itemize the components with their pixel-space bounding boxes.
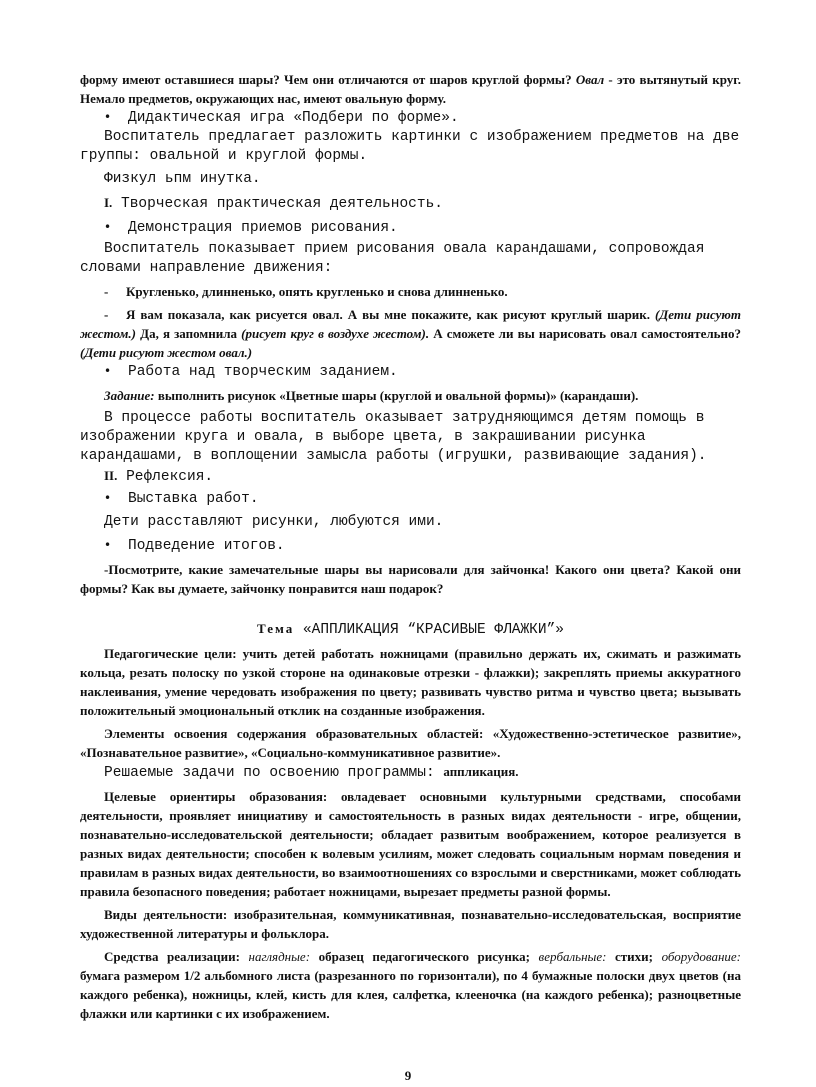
text-fragment: стихи; <box>606 949 662 964</box>
dash-item-1 <box>80 282 741 301</box>
text-fragment: Овал <box>575 72 605 87</box>
lesson-title <box>80 619 741 640</box>
text-fragment: выполнить рисунок «Цветные шары (круглой и овальной формы)» (карандаши). <box>154 388 639 403</box>
text-fragment: (рисует круг в воздухе жестом). <box>241 326 430 341</box>
paragraph-program-tasks <box>80 762 741 783</box>
text-fragment: Задание: <box>104 388 155 403</box>
text-fragment: (Дети рисуют жестом овал.) <box>80 345 253 360</box>
text-fragment: оборудование: <box>661 949 741 964</box>
text-fragment: Тема <box>257 621 295 636</box>
paragraph-oval-intro <box>80 70 741 108</box>
paragraph-children-arrange: Дети расставляют рисунки, любуются ими. <box>104 514 444 530</box>
paragraph-during-work: В процессе работы воспитатель оказывает затрудняющимся детям помощь в изображении круга и овала, в выборе цвета, в закрашивании рисунка карандашами, в воплощении замысла работы (игрушки, развивающие задания). <box>80 410 707 464</box>
text-fragment: образец педагогического рисунка; <box>310 949 539 964</box>
bullet-didactic-game: • Дидактическая игра «Подбери по форме». <box>104 108 741 128</box>
text-fragment: бумага размером 1/2 альбомного листа (разрезанного по горизонтали), по 4 бумажные полоски двух цветов (на каждого ребенка), ножницы, клей, кисть для клея, салфетка, клееночка (на каждого ребенка); разноцветные флажки или картинки с их изображением. <box>80 968 741 1021</box>
text-fragment: Виды деятельности: <box>104 907 228 922</box>
text-fragment: вербальные: <box>538 949 607 964</box>
text-fragment: овладевает основными культурными средствами, способами деятельности, проявляет инициативу и самостоятельность в разных видах деятельности - игре, общении, познавательно-исследовательской деятельности; обладает развитым воображением, которое реализуется в разных видах деятельности; способен к волевым усилиям, может следовать социальным нормам поведения и правилам в разных видах деятельности, во взаимоотношениях со взрослыми и сверстниками, может соблюдать правила безопасного поведения; работает ножницами, вырезает предметы разной формы. <box>80 789 741 899</box>
text-fragment: Элементы освоения содержания образовательных областей: <box>104 726 484 741</box>
text-fragment: Да, я запомнила <box>136 326 242 341</box>
text-fragment: (Дети рисуют жестом.) <box>80 307 741 341</box>
text-fragment: Решаемые задачи по освоению программы: <box>104 765 444 781</box>
dash-item-2 <box>80 305 741 362</box>
text-fragment: Педагогические цели: <box>104 646 237 661</box>
text-fragment: Я вам показала, как рисуется овал. А вы мне покажите, как рисуют круглый шарик. <box>126 307 656 322</box>
paragraph-physical-minute: Физкул ьпм инутка. <box>104 171 261 187</box>
paragraph-task <box>80 386 741 405</box>
text-fragment: наглядные: <box>239 949 311 964</box>
section-heading-creative <box>80 193 741 214</box>
page-number: 9 <box>404 1068 412 1083</box>
paragraph-teacher-offers: Воспитатель предлагает разложить картинки с изображением предметов на две группы: овальной и круглой формы. <box>80 129 740 164</box>
text-fragment: Целевые ориентиры образования: <box>104 789 328 804</box>
paragraph-teacher-shows: Воспитатель показывает прием рисования овала карандашами, сопровождая словами направление движения: <box>80 241 705 276</box>
text-fragment: Рефлексия. <box>117 469 214 485</box>
text-fragment: «Художественно-эстетическое развитие», «Познавательное развитие», «Социально-коммуникативное развитие». <box>80 726 741 760</box>
text-fragment: -Посмотрите, какие замечательные шары вы нарисовали для зайчонка! Какого они цвета? Какой они формы? Как вы думаете, зайчонку понравится наш подарок? <box>80 562 741 596</box>
text-fragment: изобразительная, коммуникативная, познавательно-исследовательская, восприятие художественной литературы и фольклора. <box>80 907 741 941</box>
bullet-summary: • Подведение итогов. <box>104 536 741 556</box>
text-fragment: Творческая практическая деятельность. <box>112 196 443 212</box>
document-page <box>80 70 741 1023</box>
paragraph-content-elements <box>80 724 741 762</box>
text-fragment: Средства реализации: <box>104 949 240 964</box>
roman-numeral: I. <box>104 195 113 210</box>
text-fragment: аппликация. <box>443 764 519 779</box>
text-fragment: «АППЛИКАЦИЯ “КРАСИВЫЕ ФЛАЖКИ”» <box>294 622 564 638</box>
section-heading-reflection <box>80 466 741 487</box>
dash-marker: - <box>104 284 109 299</box>
bullet-demonstration: • Демонстрация приемов рисования. <box>104 218 741 238</box>
paragraph-means <box>80 947 741 1023</box>
text-fragment: форму имеют оставшиеся шары? Чем они отличаются от шаров круглой формы? <box>80 72 576 87</box>
text-fragment: А сможете ли вы нарисовать овал самостоятельно? <box>429 326 741 341</box>
paragraph-look-balls <box>80 560 741 598</box>
bullet-creative-task: • Работа над творческим заданием. <box>104 362 741 382</box>
roman-numeral: II. <box>104 468 118 483</box>
dash-marker: - <box>104 307 109 322</box>
text-fragment: - это вытянутый круг. Немало предметов, окружающих нас, имеют овальную форму. <box>80 72 741 106</box>
text-fragment: учить детей работать ножницами (правильно держать их, сжимать и разжимать кольца, резать полоску по узкой стороне на одинаковые отрезки - флажки); закреплять приемы аккуратного наклеивания, умение чередовать изображения по цвету; развивать чувство ритма и чувство цвета; вызывать положительный эмоциональный отклик на созданные изображения. <box>80 646 741 718</box>
paragraph-pedagogical-goals <box>80 644 741 720</box>
paragraph-target-guidelines <box>80 787 741 901</box>
paragraph-activity-types <box>80 905 741 943</box>
text-fragment: Кругленько, длинненько, опять кругленько и снова длинненько. <box>126 284 508 299</box>
bullet-exhibition: • Выставка работ. <box>104 489 741 509</box>
